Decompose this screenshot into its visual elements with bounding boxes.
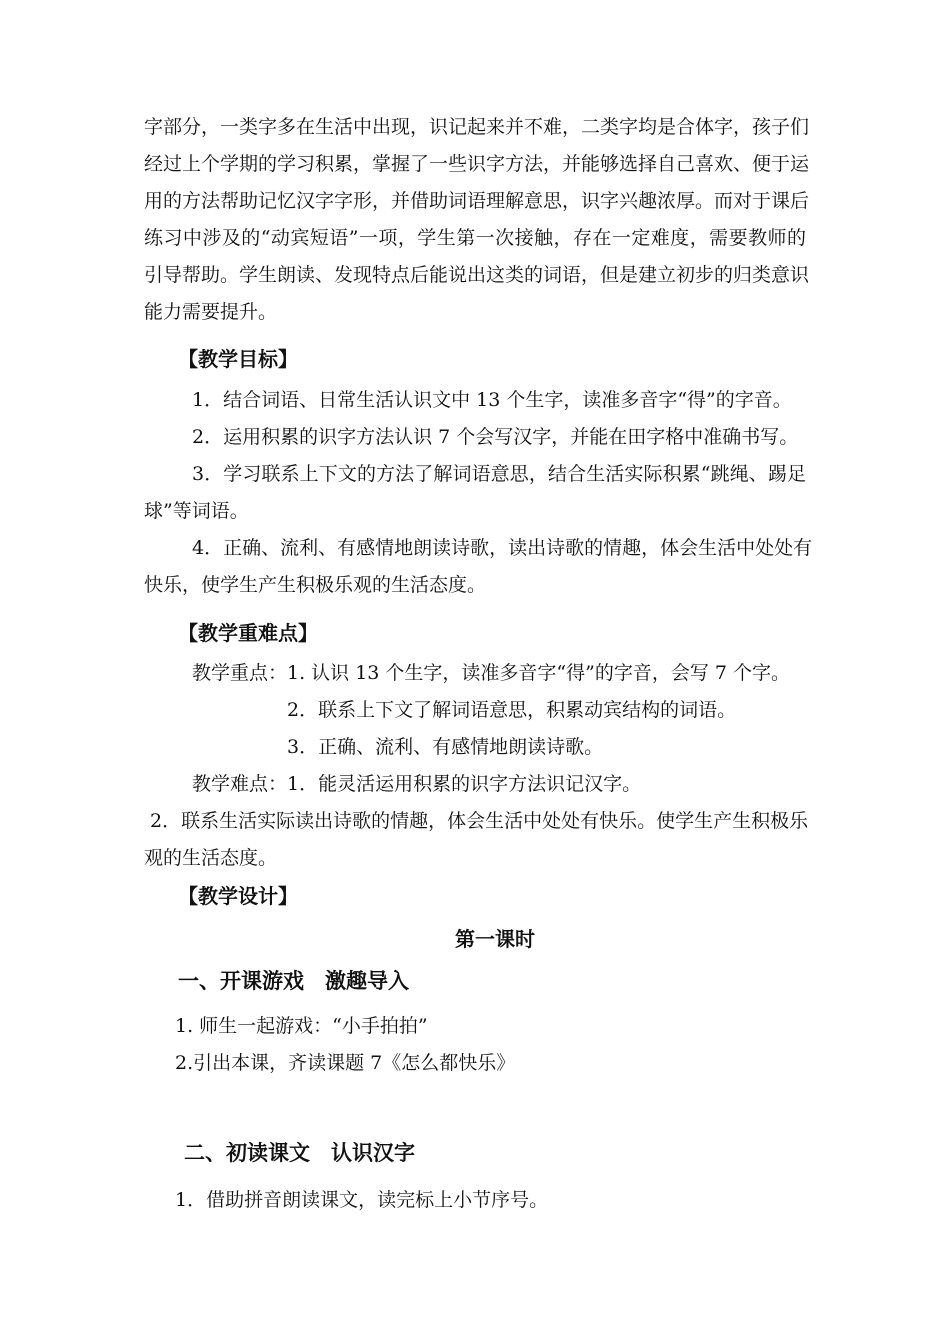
goal-item-continued: 球”等词语。 [144, 500, 249, 522]
difficult-point-line: 教学难点：1．能灵活运用积累的识字方法识记汉字。 [192, 773, 642, 795]
key-points-heading: 【教学重难点】 [178, 621, 318, 645]
goal-item: 3．学习联系上下文的方法了解词语意思，结合生活实际积累“跳绳、踢足 [192, 463, 806, 485]
intro-line: 练习中涉及的“动宾短语”一项，学生第一次接触，存在一定难度，需要教师的 [144, 227, 806, 249]
design-heading: 【教学设计】 [178, 884, 298, 908]
intro-line: 能力需要提升。 [144, 301, 278, 323]
intro-line: 引导帮助。学生朗读、发现特点后能说出这类的词语，但是建立初步的归类意识 [144, 264, 810, 286]
key-point-line: 教学重点：1. 认识 13 个生字，读准多音字“得”的字音，会写 7 个字。 [192, 662, 791, 684]
goal-item: 1．结合词语、日常生活认识文中 13 个生字，读准多音字“得”的字音。 [192, 389, 792, 411]
difficult-point-line: 2．联系生活实际读出诗歌的情趣，体会生活中处处有快乐。使学生产生积极乐 [150, 810, 809, 832]
section-item: 1. 师生一起游戏：“小手拍拍” [175, 1015, 428, 1037]
section-title: 一、开课游戏 激趣导入 [178, 969, 409, 993]
section-title: 二、初读课文 认识汉字 [184, 1141, 415, 1165]
intro-line: 字部分，一类字多在生活中出现，识记起来并不难，二类字均是合体字，孩子们 [144, 116, 810, 138]
key-point-line: 2．联系上下文了解词语意思，积累动宾结构的词语。 [287, 699, 737, 721]
goal-item: 4．正确、流利、有感情地朗读诗歌，读出诗歌的情趣，体会生活中处处有 [192, 537, 813, 559]
difficult-point-line: 观的生活态度。 [144, 847, 278, 869]
goals-heading: 【教学目标】 [178, 347, 298, 371]
intro-line: 用的方法帮助记忆汉字字形，并借助词语理解意思，识字兴趣浓厚。而对于课后 [144, 190, 810, 212]
goal-item-continued: 快乐，使学生产生积极乐观的生活态度。 [144, 574, 487, 596]
goal-item: 2．运用积累的识字方法认识 7 个会写汉字，并能在田字格中准确书写。 [192, 426, 799, 448]
intro-line: 经过上个学期的学习积累，掌握了一些识字方法，并能够选择自己喜欢、便于运 [144, 153, 810, 175]
section-item: 1．借助拼音朗读课文，读完标上小节序号。 [175, 1189, 549, 1211]
key-point-line: 3．正确、流利、有感情地朗读诗歌。 [287, 736, 604, 758]
lesson-title: 第一课时 [455, 927, 535, 951]
section-item: 2.引出本课，齐读课题 7《怎么都快乐》 [175, 1052, 516, 1074]
